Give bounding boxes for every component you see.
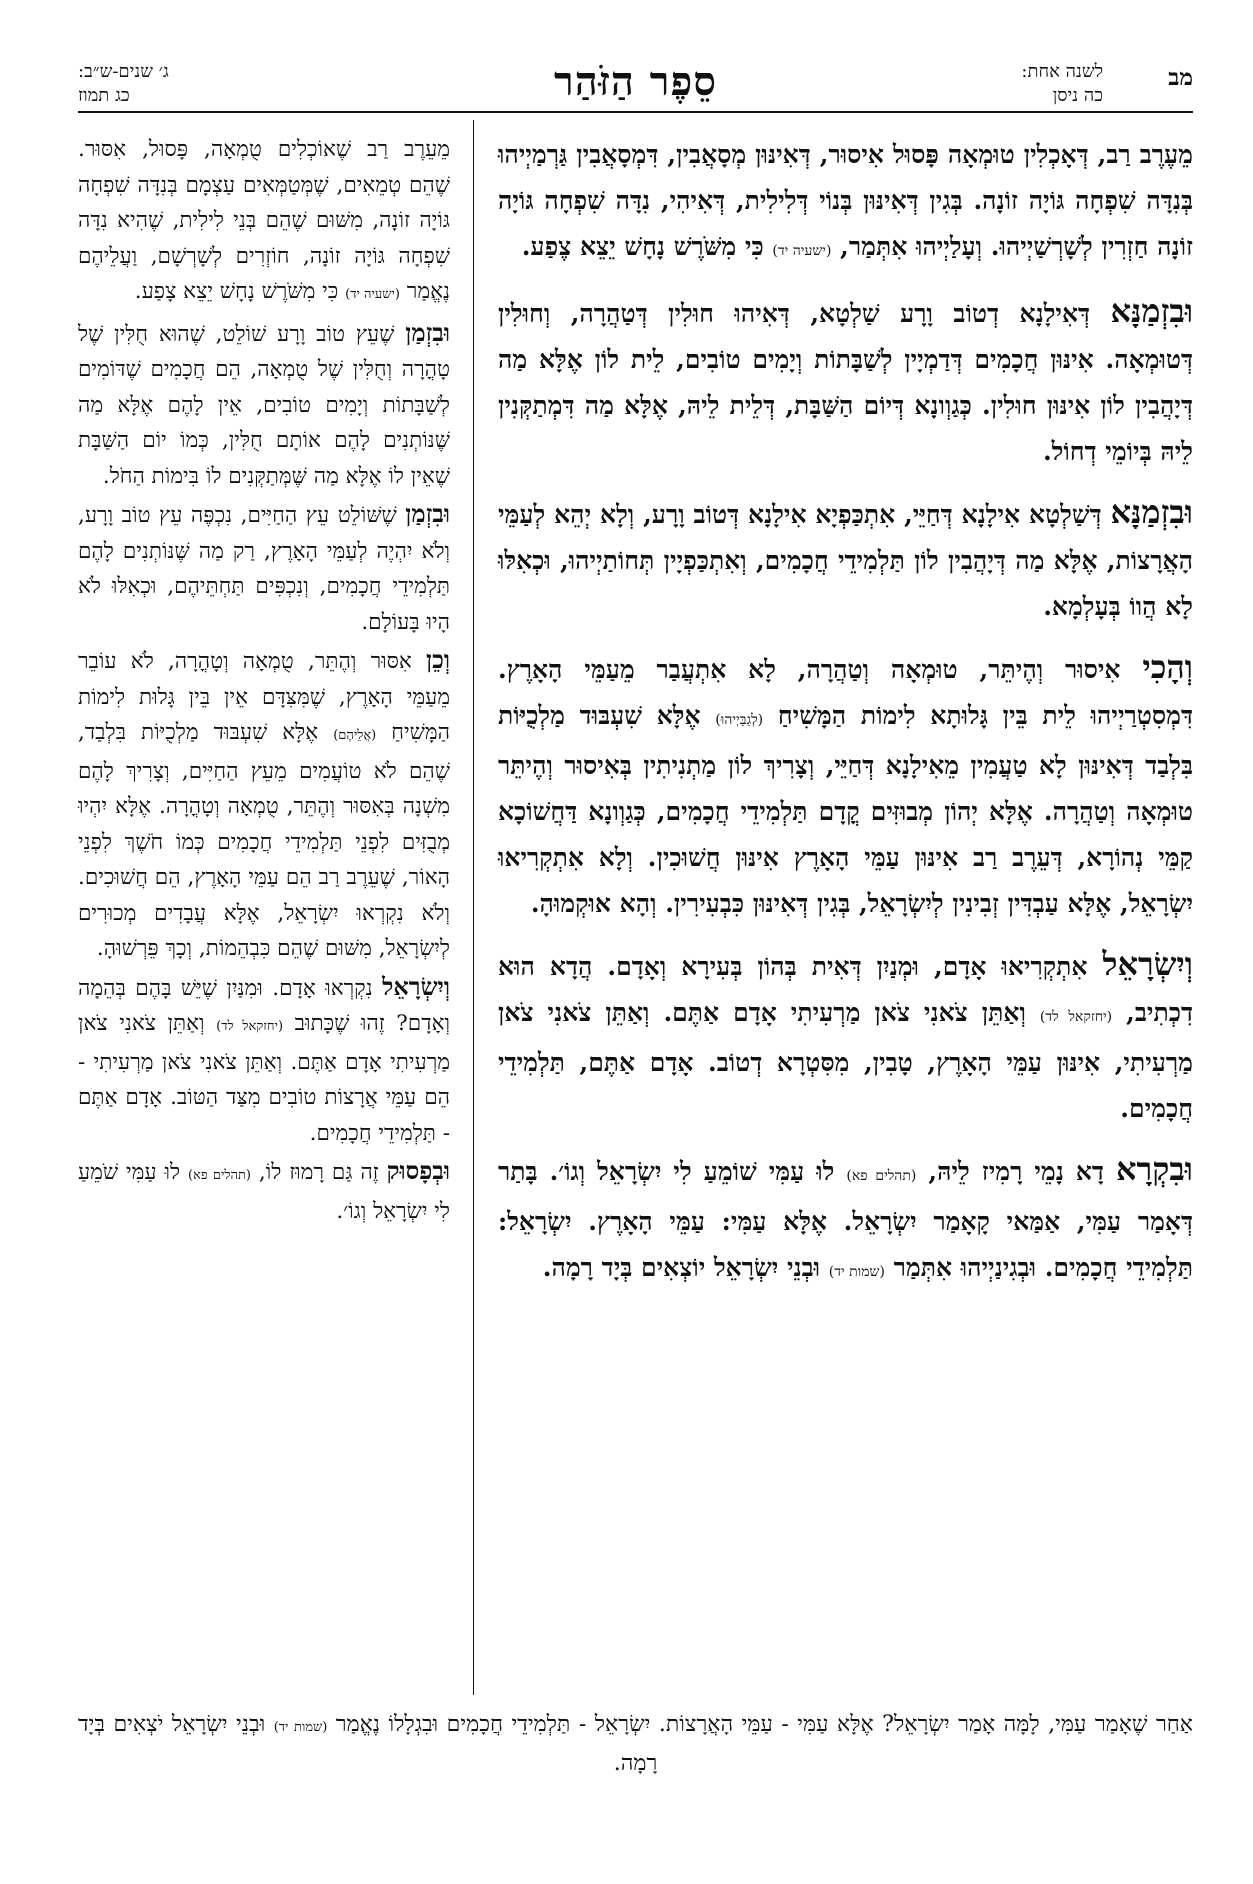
translation-paragraph xyxy=(78,1153,450,1229)
paragraph-text: וּבְנֵי יִשְׂרָאֵל יוֹצְאִים בְּיָד רָמָה. xyxy=(542,1253,821,1282)
paragraph-text: אִסּוּר וְהֶתֵּר, טֻמְאָה וְטָהֳרָה, לֹא עוֹבֵר מֵעַמֵּי הָאָרֶץ, שֶׁמִּצִּדָּם אֵין בֵּין גָּלוּת לִימוֹת הַמָּשִׁיחַ xyxy=(78,649,450,745)
verse-reference: (ישעיה יד) xyxy=(772,243,832,259)
paragraph-lead-word: וְכֵן xyxy=(426,645,450,674)
page-header xyxy=(78,58,1193,108)
verse-reference: (שמות יד) xyxy=(273,1720,328,1735)
page-number: מב xyxy=(1168,64,1193,91)
paragraph-lead-word: וְיִשְׂרָאֵל xyxy=(1102,945,1193,983)
verse-reference: (תהלים פא) xyxy=(187,1168,251,1183)
translation-paragraph xyxy=(78,496,450,640)
paragraph-text: אֶלָּא שִׁעְבּוּד מַלְכֻיּוֹת בִּלְבַד, שֶׁהֵם לֹא טוֹעֲמִים מֵעֵץ הַחַיִּים, וְצָרִיךְ לָהֶם מִשְׁנָה בְּאִסּוּר וְהֶתֵּר, טֻמְאָה וְטָהֳרָה. אֶלָּא יִהְיוּ מְבֻזִּים לִפְנֵי תַּלְמִידֵי חֲכָמִים כְּמוֹ חֹשֶׁךְ לִפְנֵי הָאוֹר, שֶׁעֵרֶב רַב הֵם עַמֵּי הָאָרֶץ, הֵם חֲשׁוּכִים. וְלֹא נִקְרְאוּ יִשְׂרָאֵל, אֶלָּא עֲבָדִים מְכוּרִים לְיִשְׂרָאֵל, מִשּׁוּם שֶׁהֵם כִּבְהֵמוֹת, וְכָךְ פֵּרְשׁוּהָ. xyxy=(78,720,450,961)
translation-paragraph xyxy=(78,642,450,967)
header-schedule-label: לשנה אחת: xyxy=(1021,61,1103,82)
verse-reference: (לְגַבַּיְיהוּ) xyxy=(715,712,764,728)
paragraph-lead-word: וּבִזְמַן xyxy=(405,317,450,347)
aramaic-paragraph xyxy=(498,288,1193,475)
translation-paragraph xyxy=(78,969,450,1152)
paragraph-text: וְאַתֵּן צֹאנִי צֹאן מַרְעִיתִי אָדָם אַתֶּם. וְאַתֵּן צֹאנִי צֹאן מַרְעִיתִי, אִינּוּן עַמֵּי הָאָרֶץ, טָבִין, מִסִּטְרָא דְטוֹב. אָדָם אַתֶּם, תַּלְמִידֵי חֲכָמִים. xyxy=(498,998,1193,1123)
paragraph-text: לוּ עַמִּי שֹׁמֵעַ לִי יִשְׂרָאֵל וְגוֹ׳. xyxy=(78,1160,450,1224)
paragraph-lead-word: וְיִשְׂרָאֵל xyxy=(382,971,450,1001)
paragraph-text: זֶה גַּם רָמוּז לוֹ, xyxy=(258,1160,379,1185)
paragraph-lead-word: וּבְפָסוּק xyxy=(386,1156,451,1185)
aramaic-paragraph xyxy=(498,489,1193,630)
paragraph-lead-word: וּבִקְרָא xyxy=(1115,1150,1193,1188)
paragraph-text: אִתְקְרִיאוּ אָדָם, וּמְנַיִן דְּאִית בְּהוֹן בְּעִירָא וְאָדָם. הֲדָא הוּא דִכְתִיב, xyxy=(498,952,1193,1027)
paragraph-text: מֵעֵרֶב רַב שֶׁאוֹכְלִים טֻמְאָה, פָּסוּל, אִסּוּר. שֶׁהֵם טְמֵאִים, שֶׁמְּטַמְּאִים עַצְמָם בְּנִדָּה שִׁפְחָה גּוֹיָה זוֹנָה, מִשּׁוּם שֶׁהֵם בְּנֵי לִילִית, שֶׁהִיא נִדָּה שִׁפְחָה גּוֹיָה זוֹנָה, חוֹזְרִים לְשָׁרְשָׁם, וַעֲלֵיהֶם נֶאֱמַר xyxy=(78,137,450,304)
verse-reference: (אֲלֵיהֶם) xyxy=(333,728,377,743)
verse-reference: (תהלים פא) xyxy=(846,1168,917,1184)
paragraph-text: שֶׁשּׁוֹלֵט עֵץ הַחַיִּים, נִכְפֶּה עֵץ טוֹב וָרָע, וְלֹא יִהְיֶה לְעַמֵּי הָאָרֶץ, רַק מַה שֶּׁנּוֹתְנִים לָהֶם תַּלְמִידֵי חֲכָמִים, וְנִכְפִּים תַּחְתֵּיהֶם, וּכְאִלּוּ לֹא הָיוּ בָּעוֹלָם. xyxy=(78,503,450,635)
paragraph-text: אַחַר שֶׁאָמַר עַמִּי, לָמָּה אָמַר יִשְׂרָאֵל? אֶלָּא עַמִּי - עַמֵּי הָאֲרָצוֹת. יִשְׂרָאֵל - תַּלְמִידֵי חֲכָמִים וּבִגְלָלוֹ נֶאֱמַר xyxy=(335,1712,1193,1737)
paragraph-text: אֶלָּא שִׁעְבּוּד מַלְכֻיּוֹת בִּלְבַד דְּאִינּוּן לָא טַעֲמִין מֵאִילָנָא דְּחַיֵּי, וְצָרִיךְ לוֹן מַתְנִיתִין בְּאִיסוּר וְהֶיתֵּר טוּמְאָה וְטַהֲרָה. אֶלָּא יְהוֹן מְבוּזִּים קֳדָם תַּלְמִידֵי חֲכָמִים, כְּגַוְונָא דַּחֲשׁוֹכָא קַמֵּי נְהוֹרָא, דְּעֵרֶב רַב אִינּוּן עַמֵּי הָאָרֶץ אִינּוּן חֲשׁוּכִין. וְלָא אִתְקְרִיאוּ יִשְׂרָאֵל, אֶלָּא עַבְדִּין זְבִינִין לְיִשְׂרָאֵל, בְּגִין דְּאִינּוּן כִּבְעִירִין. וְהָא אוּקְמוּהָ. xyxy=(498,701,1193,918)
verse-reference: (יחזקאל לד) xyxy=(1039,1009,1113,1025)
aramaic-paragraph xyxy=(498,1146,1193,1295)
paragraph-lead-word: וּבִזְמַנָּא xyxy=(1110,292,1193,330)
verse-reference: (שמות יד) xyxy=(828,1264,885,1280)
paragraph-text: מֵעֶרֶב רַב, דְּאָכְלִין טוּמְאָה פָּסוּל אִיסוּר, דְּאִינּוּן מְסָאֲבִין, דִּמְסָאֲבִין גַּרְמַיְיהוּ בְּנִדָּה שִׁפְחָה גּוֹיָה זוֹנָה. בְּגִין דְּאִינּוּן בְּנוֹי דְּלִילִית, דְּאִיהִי, נִדָּה שִׁפְחָה גּוֹיָה זוֹנָה חַזְרִין לְשָׁרְשַׁיְיהוּ. וְעָלַיְיהוּ אִתְּמַר, xyxy=(498,140,1193,261)
header-rule xyxy=(78,111,1193,113)
paragraph-text: שֶׁעֵץ טוֹב וָרָע שׁוֹלֵט, שֶׁהוּא חֻלִּין שֶׁל טָהֳרָה וְחֻלִּין שֶׁל טֻמְאָה, הֵם חֲכָמִים שֶׁדּוֹמִים לְשַׁבָּתוֹת וְיָמִים טוֹבִים, אֵין לָהֶם אֶלָּא מַה שֶּׁנּוֹתְנִים לָהֶם אוֹתָם חֻלִּין, כְּמוֹ יוֹם הַשַּׁבָּת שֶׁאֵין לוֹ אֶלָּא מַה שֶּׁמְּתַקְּנִים לוֹ בִּימוֹת הַחֹל. xyxy=(78,321,450,489)
translation-paragraph xyxy=(78,315,450,495)
header-schedule-label-2: ג׳ שנים-ש״ב: xyxy=(78,61,169,82)
paragraph-lead-word: וּבִזְמַן xyxy=(405,499,451,528)
paragraph-text: נִקְרְאוּ אָדָם. וּמִנַּיִן שֶׁיֵּשׁ בָּהֶם בְּהֵמָה וְאָדָם? זֶהוּ שֶׁכָּתוּב xyxy=(78,975,450,1036)
verse-reference: (יחזקאל לד) xyxy=(216,1019,284,1034)
paragraph-text: אִיסוּר וְהֶיתֵּר, טוּמְאָה וְטַהֲרָה, לָא אִתְעֲבַר מֵעַמֵּי הָאָרֶץ. דִּמְסִטְרַיְיהוּ לֵית בֵּין גָּלוּתָא לִימוֹת הַמָּשִׁיחַ xyxy=(498,655,1193,730)
translation-continuation xyxy=(78,1707,1193,1782)
aramaic-paragraph xyxy=(498,941,1193,1132)
paragraph-text: כִּי מִשֹּׁרֶשׁ נָחָשׁ יֵצֵא צֶפַע. xyxy=(521,232,764,261)
book-title: סֵפֶר הַזֹּהַר xyxy=(554,58,717,105)
aramaic-paragraph xyxy=(498,132,1193,274)
paragraph-text: כִּי מִשֹּׁרֶשׁ נָחָשׁ יֵצֵא צָפַע. xyxy=(134,279,339,304)
paragraph-text: לוּ עַמִּי שׁוֹמֵעַ לִי יִשְׂרָאֵל וְגוֹ׳. בָּתַר דְּאָמַר עַמִּי, אַמַּאי קָאָמַר יִשְׂרָאֵל. אֶלָּא עַמִּי: עַמֵּי הָאָרֶץ. יִשְׂרָאֵל: תַּלְמִידֵי חֲכָמִים. וּבְגִינַיְיהוּ אִתְּמַר xyxy=(498,1157,1193,1282)
paragraph-text: וְאַתֵּן צֹאנִי צֹאן מַרְעִיתִי אָדָם אַתֶּם. וְאַתֵּן צֹאנִי צֹאן מַרְעִיתִי - הֵם עַמֵּי אֲרָצוֹת טוֹבִים מִצַּד הַטּוֹב. אָדָם אַתֶּם - תַּלְמִידֵי חֲכָמִים. xyxy=(78,1011,450,1146)
paragraph-text: וּבְנֵי יִשְׂרָאֵל יֹצְאִים בְּיָד רָמָה. xyxy=(78,1712,658,1776)
aramaic-text-column xyxy=(498,132,1193,1309)
verse-reference: (ישעיה יד) xyxy=(345,287,400,302)
paragraph-text: דָא נָמֵי רָמִיז לֵיהּ, xyxy=(928,1157,1104,1186)
paragraph-lead-word: וְהָכִי xyxy=(1142,648,1193,686)
header-schedule-date: כה ניסן xyxy=(1052,85,1103,106)
paragraph-text: דְּשַׁלְטָא אִילָנָא דְּחַיֵּי, אִתְכַּפְיָא אִילָנָא דְּטוֹב וָרָע, וְלָא יְהֵא לְעַמֵּי הָאֲרָצוֹת, אֶלָּא מַה דְּיָהֲבִין לוֹן תַּלְמִידֵי חֲכָמִים, וְאִתְכַּפְיָין תְּחוֹתַיְיהוּ, וּכְאִלּוּ לָא הֲווֹ בְּעָלְמָא. xyxy=(498,500,1193,621)
header-schedule-date-2: כג תמוז xyxy=(78,85,130,106)
hebrew-translation-column xyxy=(78,132,450,1231)
translation-paragraph xyxy=(78,132,450,313)
paragraph-lead-word: וּבִזְמַנָּא xyxy=(1110,493,1193,531)
column-divider xyxy=(473,120,474,1695)
aramaic-paragraph xyxy=(498,644,1193,927)
paragraph-text: דְּאִילָנָא דְטוֹב וָרָע שַׁלְטָא, דְּאִיהוּ חוּלִין דְּטַהֲרָה, וְחוּלִין דְּטוּמְאָה. אִינּוּן חֲכָמִים דְּדַמְיָין לְשַׁבָּתוֹת וְיָמִים טוֹבִים, לֵית לוֹן אֶלָּא מַה דְּיָהֲבִין לוֹן אִינּוּן חוּלִין. כְּגַוְונָא דְּיוֹם הַשַּׁבָּת, דְּלֵית לֵיהּ, אֶלָּא מַה דִּמְתַקְּנִין לֵיהּ בְּיוֹמֵי דְחוֹל. xyxy=(498,299,1193,466)
header-study-schedule-three-year xyxy=(78,60,169,108)
